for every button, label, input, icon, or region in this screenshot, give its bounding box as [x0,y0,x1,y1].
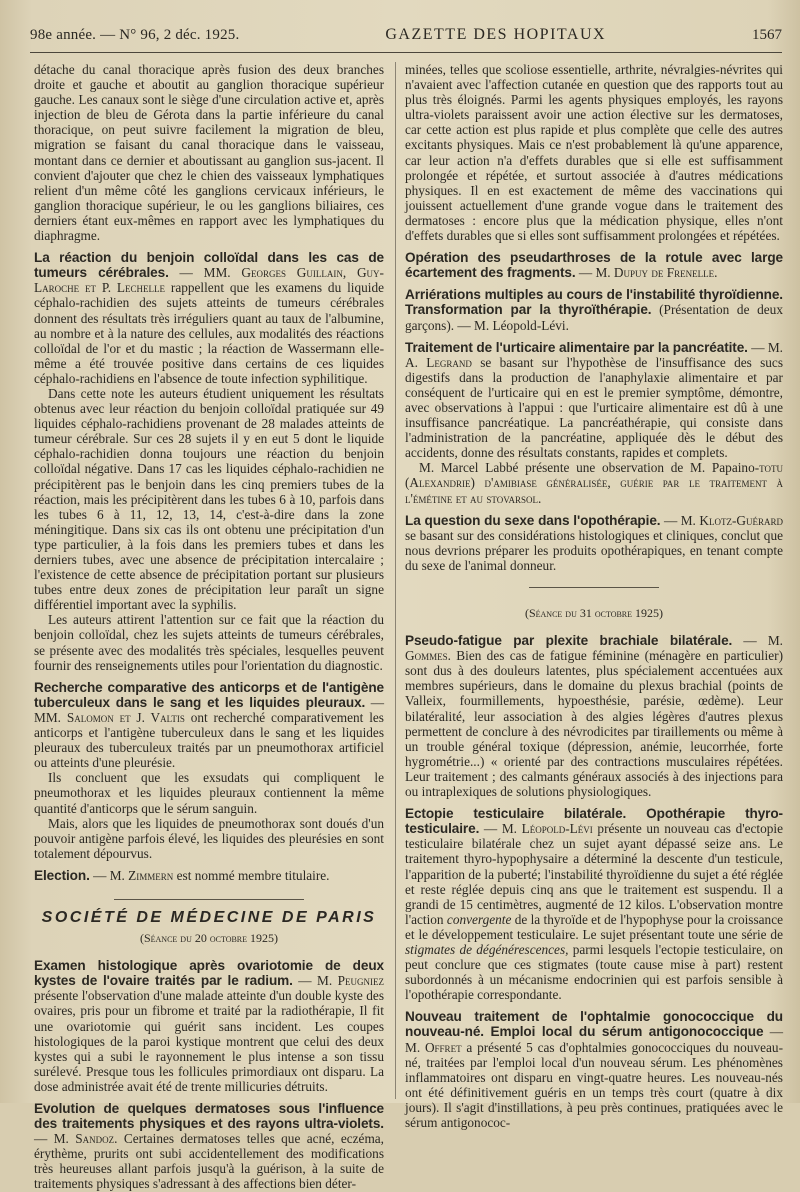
article-title: Nouveau traitement de l'ophtalmie gonococcique du nouveau-né. Emploi local du sérum antigonococcique [405,1009,783,1040]
left-column [34,62,384,1192]
article-authors: — M. Zimmern [93,867,174,883]
article-text: présente l'observation d'une malade atteinte d'un double kyste des ovaires, pris pour un fibrome et traité par la radiothérapie, Il fit une ovariotomie qui guérit sans incident. Les coupes histologiques de la paroi kystique montrent que celui des deux kystes qui a subi le rayonnement le plus intense a son tissu surélevé. Presque tous les follicules primordiaux ont disparu. La dose administrée avait été de trente millicuries détruits. [34,988,384,1094]
article-text: parmi lesquels l'ectopie testiculaire, on peut conclure que ces stigmates (toute cause mise à part) restent subordonnés à un mécanisme endocrinien qui est parfois sensible à l'opothérapie correspondante. [405,941,783,1003]
article-text: de la thyroïde et de l'hypophyse pour la croissance et le développement testiculaire. Le sujet présentant toute une série de [405,911,783,942]
article-paragraph: Dans cette note les auteurs étudient uniquement les résultats obtenus avec leur réaction du benjoin colloïdal pratiquée sur 49 liquides céphalo-rachidiens provenant de 28 malades atteints de tumeur cérébrale. Sur ces 28 sujets il y en eut 5 dont le liquide céphalo-rachidien donna toujours une réaction du benjoin colloïdal négative. Dans 17 cas les liquides céphalo-rachidien ne précipitèrent pas le benjoin dans les cinq premiers tubes de la réaction, mais les précipitèrent dans les tubes 6 à 10, parfois dans les tubes 6 à 11, 12, 13, 14, c'est-à-dire dans la zone méningitique. Dans six cas ils ont obtenu une précipitation d'un type particulier, à la fois dans les premiers tubes et dans les derniers tubes, avec une absence de précipitation intercalaire ; l'existence de cette absence de précipitation portant sur plusieurs tubes entre deux zones de précipitation leur paraît un signe différentiel important avec la syphilis. [34,385,384,613]
issue-info: 98e année. — N° 96, 2 déc. 1925. [30,27,240,43]
article-authors: — M. Sandoz. [34,1131,118,1147]
continued-paragraph: minées, telles que scoliose essentielle, arthrite, névralgies-névrites qui n'avaient avec l'affection cutanée en question que des rapports tout au plus très éloignés. Parmi les agents physiques employés, les rayons ultra-violets paraissent avoir une action élective sur les dermatoses, car cette action est plus rapide et plus complète que celle des autres excitants physiques. Mais ce n'est probablement là qu'une apparence, car leur action n'a d'effets durables que si elle est suffisamment prolongée et répétée, et surtout associée à d'autres médications physiques. Il en est exactement de même des vaccinations qui jouissent actuellement d'une grande vogue dans le traitement des dermatoses : encore plus que la médication physique, elles n'ont d'effets durables que si elles sont suffisamment prolongées et répétées. [405,62,783,244]
article-dermatoses [34,1101,384,1192]
article-text: rappellent que les examens du liquide céphalo-rachidien des sujets atteints de tumeurs cérébrales donnent des résultats très irréguliers quant au taux de l'albumine, au nombre et à la nature des cellules, aux modalités des réactions colloïdal de l'or et du mastic ; la réaction de Wassermann elle-même a été trouvée positive dans certains de ces liquides céphalo-rachidiens en l'absence de toute infection syphilitique. [34,280,385,386]
article-title: Evolution de quelques dermatoses sous l'influence des traitements physiques et des rayons ultra-violets. [34,1101,384,1132]
article-text: est nommé membre titulaire. [176,867,330,883]
continued-paragraph: détache du canal thoracique après fusion des deux branches droite et gauche et aboutit au ganglion thoracique supérieur gauche. Les canaux sont le siège d'une circulation active et, après injection de bleu de Gérota dans la partie inférieure du canal thoracique, on peut suivre facilement la migration de bleu, migration se faisant du canal thoracique dans le vaisseau, montant dans ce dernier et aboutissant au ganglion sus-jacent. Il convient d'ajouter que chez le chien des vaisseaux lymphatiques relient d'un même côté les ganglions cervicaux inférieurs, le ganglion thoracique supérieur, le ou les ganglions biliaires, ces derniers étant eux-mêmes en rapport avec les lymphatiques du diaphragme. [34,62,384,244]
session-date: (Séance du 31 octobre 1925) [524,606,664,620]
article-authors: — MM. Georges Guillain, Guy-Laroche et P. Lechelle [34,265,384,296]
article-rotule [405,250,783,280]
article-title: Pseudo-fatigue par plexite brachiale bilatérale. [405,633,733,649]
article-thyroidienne [405,287,783,332]
article-text: Certaines dermatoses telles que acné, eczéma, érythème, prurits ont subi accidentellement des modifications très heureuses allant parfois jusqu'à la guérison, à la suite de traitements physiques s'adressant à des affections bien déter- [34,1131,385,1192]
article-text: présente un nouveau cas d'ectopie testiculaire bilatérale chez un sujet ayant dépassé seize ans. Le traitement thyro-hypophysaire a déterminé la descente d'un testicule, l'apparition de la puberté; l'instabilité thyroïdienne du sujet a été réglée et reste réglée depuis cinq ans que le traitement est suspendu. Il a grandi de 15 centimètres, augmenté de 12 kilos. L'observation montre l'action [405,821,784,927]
article-ovariotomie [34,958,384,1094]
article-urticaire [405,340,783,461]
article-title: Recherche comparative des anticorps et de l'antigène tuberculeux dans le sang et les liquides pleuraux. [34,679,384,710]
article-ectopie [405,806,783,1002]
article-authors: — M. Offret [405,1024,783,1055]
article-authors: — M. Peugniez [298,973,384,989]
article-text: totu (Alexandrie) d'amibiase généralisée, guérie par le traitement à l'émétine et au stovarsol. [405,460,783,506]
article-opotherapie [405,513,783,573]
section-rule [529,587,659,588]
article-election [34,868,384,883]
article-emphasis: stigmates de dégénérescences, [405,941,569,957]
article-title: Ectopie testiculaire bilatérale. Opothérapie thyro-testiculaire. [405,806,783,837]
article-ophtalmie [405,1009,783,1130]
article-title: La question du sexe dans l'opothérapie. [405,512,661,528]
article-authors: — M. Klotz-Guérard [663,512,783,528]
article-paragraph: Les auteurs attirent l'attention sur ce fait que la réaction du benjoin colloïdal, chez les sujets atteints de tumeurs cérébrales, se présente avec des modalités très spéciales, lesquelles peuvent fournir des renseignements utiles pour l'orientation du diagnostic. [34,612,384,673]
column-divider [395,62,396,1099]
article-text: M. Marcel Labbé présente une observation de M. Papaino- [419,460,760,476]
article-authors: — M. Léopold-Lévi [483,821,593,837]
page-number: 1567 [751,27,782,43]
article-title: Examen histologique après ovariotomie de deux kystes de l'ovaire traités par le radium. [34,958,384,989]
article-text: se basant sur l'hypothèse de l'insuffisance des sucs digestifs dans la production de l'anaphylaxie alimentaire et par conséquent de l'urticaire qui en est le premier symptôme, démontre, avec observations à l'appui : que l'urticaire alimentaire est dû à une insuffisance pancréatique. La pancréathérapie, qui consiste dans l'administration de la pancréatine, appliquée dès le début des accidents, donne des résultats constants, rapides et complets. [405,354,784,461]
article-authors: — MM. Salomon et J. Valtis [34,694,385,725]
society-name: SOCIÉTÉ DE MÉDECINE DE PARIS [41,908,377,926]
article-benjoin [34,250,384,386]
article-authors: — M. Gommes. [405,633,783,664]
journal-title: GAZETTE DES HOPITAUX [385,26,607,43]
article-text: ont recherché comparativement les anticorps et l'antigène tuberculeux dans le sang et les liquides pleuraux des tuberculeux traités par un pneumothorax artificiel ou atteints d'une pleurésie. [34,709,384,771]
article-paragraph: Ils concluent que les exsudats qui compliquent le pneumothorax et les liquides pleuraux contiennent la même quantité d'anticorps que le sérum sanguin. [34,770,384,816]
session-date: (Séance du 20 octobre 1925) [139,931,279,946]
article-title: Traitement de l'urticaire alimentaire par la pancréatite. [405,339,748,355]
article-authors: — M. Dupuy de Frenelle. [578,265,718,281]
society-heading [41,899,377,946]
header-rule [30,52,782,53]
article-title: Opération des pseudarthroses de la rotule avec large écartement des fragments. [405,250,783,281]
article-plexite [405,633,783,799]
article-paragraph: Mais, alors que les liquides de pneumothorax sont doués d'un pouvoir antigène parfois élevé, les liquides des pleurésies en sont totalement dépourvus. [34,815,384,861]
article-text: Bien des cas de fatigue féminine (ménagère en particulier) sont dus à des douleurs latentes, plus spécialement accentuées aux membres supérieurs, dans le domaine du plexus brachial (points de Valleix, fourmillements, hypoesthésie, parésie, œdème). Leur bilatéralité, leur association à des algies légères d'autres plexus permettent de conclure à des névrodicites par tiraillements ou même à un trouble général toxique (dépression, anémie, leucorrhée, forte hygrométrie...) « orienté par des contractions musculaires répétées. Leur traitement ; des calmants généraux associés à des injections para ou intraplexiques de solutions physiologiques. [405,648,783,800]
article-title: Election. [34,867,90,883]
right-column [405,62,783,1130]
article-title: La réaction du benjoin colloïdal dans les cas de tumeurs cérébrales. [34,250,384,281]
article-anticorps [34,680,384,771]
article-title: Arriérations multiples au cours de l'instabilité thyroïdienne. Transformation par la thyroïthérapie. [405,287,783,318]
article-emphasis: convergente [446,911,512,927]
article-text: a présenté 5 cas d'ophtalmies gonococciques du nouveau-né, traitées par l'emploi local d'un nouveau sérum. Les phénomènes inflammatoires ont disparu en vingt-quatre heures. Les nouveau-nés ont été définitivement guéris en un temps très court (quatre à dix jours). Il s'agit d'instillations, à peu près continues, pratiquées avec le sérum antigonococ- [405,1039,783,1130]
article-text: se basant sur des considérations histologiques et cliniques, conclut que nous devrions préparer les produits opothérapiques, en tenant compte du sexe de l'animal donneur. [405,527,783,573]
article-paragraph [405,460,783,505]
article-authors: — M. A. Legrand [405,339,783,370]
article-text: (Présentation de deux garçons). — M. Léopold-Lévi. [405,302,783,333]
